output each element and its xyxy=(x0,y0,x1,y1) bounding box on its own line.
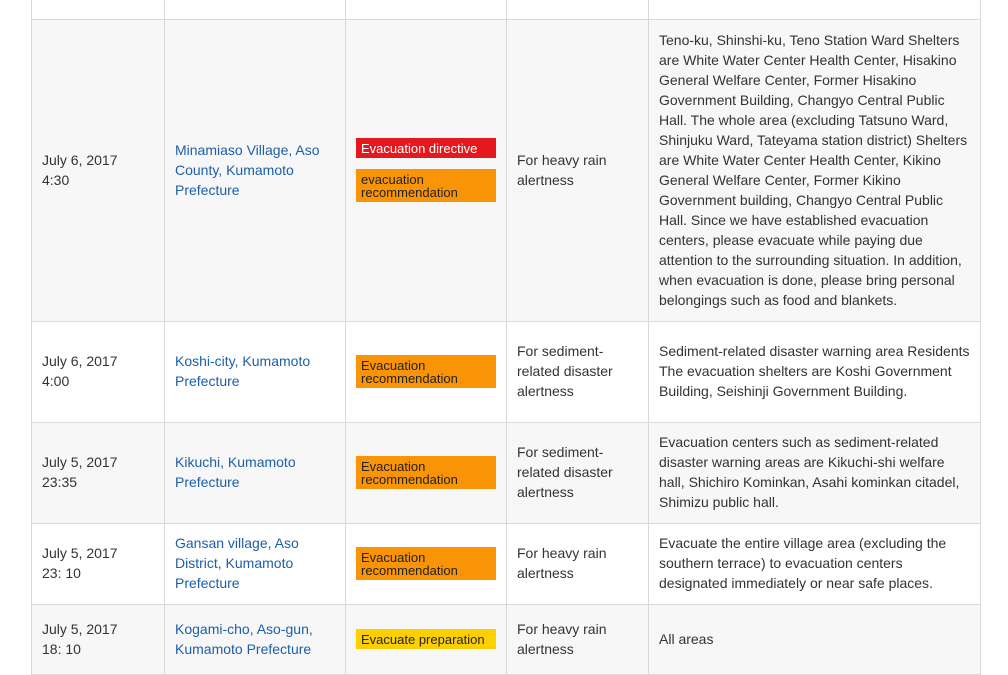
reason-text: For heavy rain alertness xyxy=(517,620,607,657)
detail-text: Evacuate the entire village area (excluding the southern terrace) to evacuation centers designated immediately or near safe places. xyxy=(659,535,947,591)
detail-cell xyxy=(649,524,981,605)
place-cell xyxy=(165,423,346,524)
evacuation-table xyxy=(31,0,981,675)
detail-text: All areas xyxy=(659,630,714,647)
date-cell xyxy=(32,423,165,524)
place-link[interactable]: Kikuchi, Kumamoto Prefecture xyxy=(175,454,296,490)
place-cell xyxy=(165,0,346,20)
place-link[interactable]: Minamiaso Village, Aso County, Kumamoto Prefecture xyxy=(175,141,320,198)
detail-cell xyxy=(649,423,981,524)
place-link[interactable]: Kogami-cho, Aso-gun, Kumamoto Prefecture xyxy=(175,620,313,657)
evacuation-table-container xyxy=(31,0,980,675)
table-row xyxy=(32,605,981,675)
time-text: 4:30 xyxy=(42,171,70,188)
place-cell xyxy=(165,524,346,605)
table-row xyxy=(32,20,981,322)
alert-level-cell xyxy=(346,322,507,423)
evacuation-recommendation-badge: evacuation recommendation xyxy=(356,169,496,202)
evacuation-directive-badge: Evacuation directive xyxy=(356,138,496,158)
time-text: 23: 10 xyxy=(42,565,81,581)
place-link[interactable]: Gansan village, Aso District, Kumamoto Prefecture xyxy=(175,535,299,591)
reason-text: For sediment-related disaster alertness xyxy=(517,444,613,500)
alert-level-cell xyxy=(346,20,507,322)
date-cell xyxy=(32,20,165,322)
date-text: July 5, 2017 xyxy=(42,620,118,637)
detail-cell xyxy=(649,322,981,423)
alert-level-cell xyxy=(346,423,507,524)
reason-text: For heavy rain alertness xyxy=(517,151,607,188)
place-cell xyxy=(165,605,346,675)
reason-cell xyxy=(507,605,649,675)
table-row xyxy=(32,0,981,20)
place-cell xyxy=(165,20,346,322)
evacuation-recommendation-badge: Evacuation recommendation xyxy=(356,456,496,489)
alert-level-cell xyxy=(346,605,507,675)
date-text: July 6, 2017 xyxy=(42,151,118,168)
date-text: July 5, 2017 xyxy=(42,545,118,561)
date-cell xyxy=(32,605,165,675)
time-text: 23:35 xyxy=(42,474,78,490)
detail-cell xyxy=(649,605,981,675)
table-row xyxy=(32,322,981,423)
table-row xyxy=(32,524,981,605)
reason-cell xyxy=(507,524,649,605)
evacuation-recommendation-badge: Evacuation recommendation xyxy=(356,547,496,580)
time-text: 4:00 xyxy=(42,373,70,389)
reason-cell xyxy=(507,20,649,322)
date-text: July 6, 2017 xyxy=(42,353,118,369)
date-cell xyxy=(32,524,165,605)
detail-cell xyxy=(649,20,981,322)
reason-text: For sediment-related disaster alertness xyxy=(517,343,613,399)
reason-text: For heavy rain alertness xyxy=(517,545,607,581)
reason-cell xyxy=(507,423,649,524)
reason-cell xyxy=(507,0,649,20)
date-cell xyxy=(32,322,165,423)
time-text: 18: 10 xyxy=(42,640,81,657)
evacuation-recommendation-badge: Evacuation recommendation xyxy=(356,355,496,388)
reason-cell xyxy=(507,322,649,423)
place-link[interactable]: Koshi-city, Kumamoto Prefecture xyxy=(175,353,311,389)
place-cell xyxy=(165,322,346,423)
alert-level-cell xyxy=(346,524,507,605)
detail-text: Teno-ku, Shinshi-ku, Teno Station Ward Shelters are White Water Center Health Center, Hisakino General Welfare Center, Former Hisakino Government Building, Changyo Central Public Hall. The whole area (excluding Tatsuno Ward, Shinjuku Ward, Tateyama station district) Shelters are White Water Center Health Center, Kikino General Welfare Center, Former Kikino Government building, Changyo Central Public Hall. Since we have established evacuation centers, please evacuate while paying due attention to the surrounding situation. In addition, when evacuation is done, please bring personal belongings such as food and blankets. xyxy=(659,31,968,308)
detail-text: Sediment-related disaster warning area Residents The evacuation shelters are Koshi Government Building, Seishinji Government Building. xyxy=(659,343,970,399)
date-text: July 5, 2017 xyxy=(42,454,118,470)
detail-text: Evacuation centers such as sediment-related disaster warning areas are Kikuchi-shi welfare hall, Shichiro Kominkan, Asahi kominkan citadel, Shimizu public hall. xyxy=(659,434,960,510)
detail-cell xyxy=(649,0,981,20)
date-cell xyxy=(32,0,165,20)
alert-level-cell xyxy=(346,0,507,20)
table-row xyxy=(32,423,981,524)
evacuate-preparation-badge: Evacuate preparation xyxy=(356,629,496,649)
